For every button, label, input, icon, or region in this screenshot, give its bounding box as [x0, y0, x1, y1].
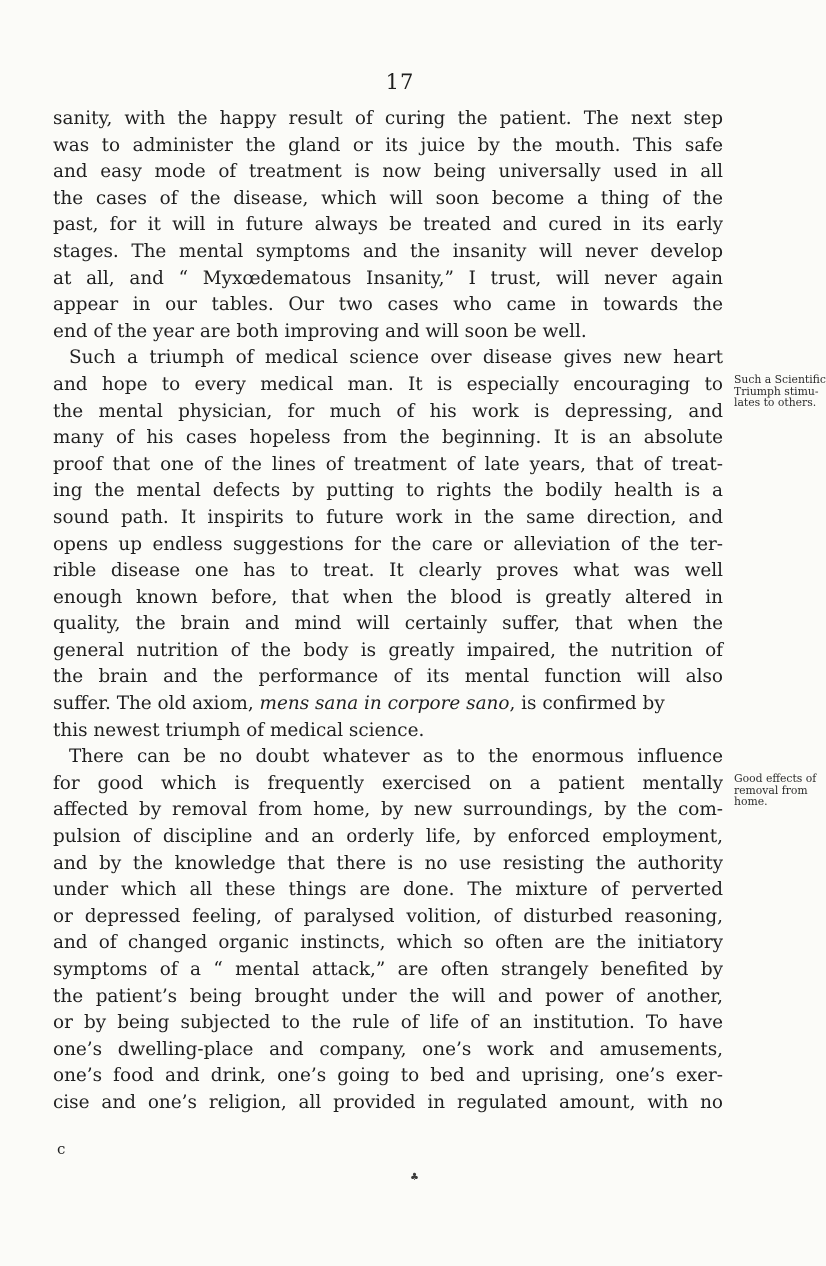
text-line: rible disease one has to treat. It clearly proves what was well — [53, 560, 723, 582]
text-line: opens up endless suggestions for the care or alleviation of the ter- — [53, 533, 723, 555]
margin-note-scientific-triumph — [734, 373, 826, 410]
paragraph-2 — [53, 345, 723, 744]
text-line: ing the mental defects by putting to rights the bodily health is a — [53, 480, 723, 502]
text-line: There can be no doubt whatever as to the enormous influence — [69, 746, 723, 768]
axiom-line-start: suffer. The old axiom, — [53, 693, 260, 715]
text-line: the cases of the disease, which will soon become a thing of the — [53, 187, 723, 209]
margin-note-removal-from-home — [734, 772, 817, 809]
text-line: Such a triumph of medical science over disease gives new heart — [69, 347, 723, 369]
text-line: pulsion of discipline and an orderly life, by enforced employment, — [53, 826, 723, 848]
axiom-line-end: , is confirmed by — [509, 693, 665, 715]
text-line: the mental physician, for much of his work is depressing, and — [53, 400, 723, 422]
text-line: sanity, with the happy result of curing the patient. The next step — [53, 108, 723, 129]
text-line: at all, and “ Myxœdematous Insanity,” I trust, will never again — [53, 267, 723, 289]
body-text — [53, 106, 723, 1117]
text-line: for good which is frequently exercised on a patient mentally — [53, 772, 723, 794]
text-line: affected by removal from home, by new surroundings, by the com- — [53, 799, 723, 821]
printer-ornament: ♣ — [410, 1172, 419, 1183]
text-line: many of his cases hopeless from the beginning. It is an absolute — [53, 427, 723, 449]
text-line: one’s food and drink, one’s going to bed and uprising, one’s exer- — [53, 1065, 723, 1087]
text-line: end of the year are both improving and will soon be well. — [53, 320, 587, 342]
signature-mark: c — [57, 1140, 66, 1158]
text-line: the patient’s being brought under the will and power of another, — [53, 985, 723, 1007]
text-line: appear in our tables. Our two cases who came in towards the — [53, 294, 723, 316]
text-line: sound path. It inspirits to future work in the same direction, and — [53, 506, 723, 528]
text-line: one’s dwelling-place and company, one’s work and amusements, — [53, 1038, 723, 1060]
text-line: stages. The mental symptoms and the insanity will never develop — [53, 240, 723, 262]
text-line: and by the knowledge that there is no use resisting the authority — [53, 852, 723, 874]
text-line: this newest triumph of medical science. — [53, 719, 425, 741]
text-line: was to administer the gland or its juice by the mouth. This safe — [53, 134, 723, 156]
margin-note-line: home. — [734, 795, 768, 809]
text-line: and hope to every medical man. It is especially encouraging to — [53, 373, 723, 395]
text-line — [53, 691, 723, 718]
text-line: and of changed organic instincts, which so often are the initiatory — [53, 932, 723, 954]
latin-axiom: mens sana in corpore sano — [259, 693, 510, 715]
margin-note-line: removal from — [734, 783, 808, 797]
text-line: past, for it will in future always be treated and cured in its early — [53, 214, 723, 236]
text-line: or depressed feeling, of paralysed volition, of disturbed reasoning, — [53, 905, 723, 927]
text-line: general nutrition of the body is greatly impaired, the nutrition of — [53, 639, 723, 661]
paragraph-1 — [53, 106, 723, 345]
text-line: under which all these things are done. The mixture of perverted — [53, 879, 723, 901]
margin-note-line: lates to others. — [734, 396, 817, 410]
text-line: symptoms of a “ mental attack,” are often strangely benefited by — [53, 959, 723, 980]
text-line: the brain and the performance of its mental function will also — [53, 666, 723, 688]
text-line: proof that one of the lines of treatment of late years, that of treat- — [53, 453, 723, 475]
text-line: enough known before, that when the blood is greatly altered in — [53, 586, 723, 608]
text-line: quality, the brain and mind will certainly suffer, that when the — [53, 613, 723, 635]
text-line: or by being subjected to the rule of life of an institution. To have — [53, 1012, 723, 1034]
margin-note-line: Such a Scientific — [734, 373, 826, 386]
paragraph-3 — [53, 744, 723, 1116]
margin-note-line: Good effects of — [734, 772, 817, 785]
page-number: 17 — [385, 70, 415, 94]
text-line: cise and one’s religion, all provided in regulated amount, with no — [53, 1091, 723, 1113]
text-line: and easy mode of treatment is now being universally used in all — [53, 161, 723, 183]
margin-note-line: Triumph stimu- — [734, 384, 819, 398]
